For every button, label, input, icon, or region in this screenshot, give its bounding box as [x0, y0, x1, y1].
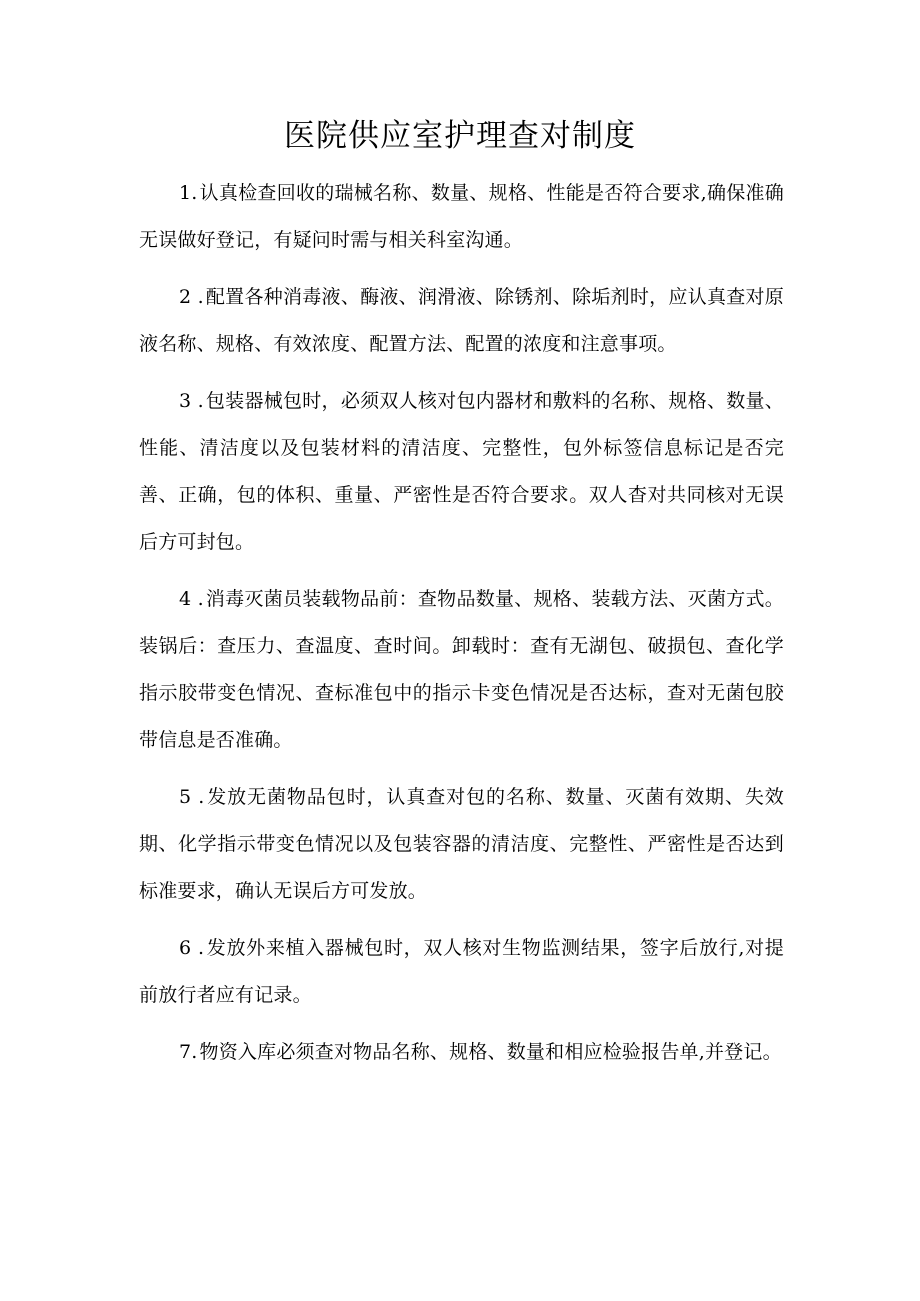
paragraph-number: 4 . — [179, 588, 204, 610]
paragraph-4 — [139, 576, 784, 764]
paragraph-3 — [139, 378, 784, 566]
paragraph-number: 6 . — [179, 937, 205, 959]
paragraph-2 — [139, 274, 784, 368]
paragraph-1 — [139, 170, 784, 264]
paragraph-number: 1. — [179, 182, 198, 204]
paragraph-number: 2 . — [179, 286, 204, 308]
paragraph-text: 发放外来植入器械包时，双人核对生物监测结果，签字后放行,对提前放行者应有记录。 — [139, 937, 784, 1006]
paragraph-5 — [139, 774, 784, 915]
paragraph-7 — [139, 1029, 784, 1076]
paragraph-number: 3 . — [179, 390, 204, 412]
paragraph-number: 7. — [179, 1041, 198, 1063]
paragraph-text: 消毒灭菌员装载物品前：查物品数量、规格、装载方法、灭菌方式。装锅后：查压力、查温度、查时间。卸载时：查有无湖包、破损包、查化学指示胶带变色情况、查标准包中的指示卡变色情况是否达标，查对无菌包胶带信息是否准确。 — [139, 588, 784, 751]
paragraph-6 — [139, 925, 784, 1019]
paragraph-text: 物资入库必须查对物品名称、规格、数量和相应检验报告单,并登记。 — [199, 1041, 782, 1063]
paragraph-text: 配置各种消毒液、酶液、润滑液、除锈剂、除垢剂时，应认真查对原液名称、规格、有效浓度、配置方法、配置的浓度和注意事项。 — [139, 286, 784, 355]
paragraph-number: 5 . — [179, 786, 205, 808]
document-title: 医院供应室护理查对制度 — [284, 118, 636, 154]
document-body — [139, 170, 784, 1086]
paragraph-text: 包装器械包时，必须双人核对包内器材和敷料的名称、规格、数量、性能、清洁度以及包装材料的清洁度、完整性，包外标签信息标记是否完善、正确，包的体积、重量、严密性是否符合要求。双人杳对共同核对无误后方可封包。 — [139, 390, 784, 553]
paragraph-text: 发放无菌物品包时，认真查对包的名称、数量、灭菌有效期、失效期、化学指示带变色情况以及包装容器的清洁度、完整性、严密性是否达到标准要求，确认无误后方可发放。 — [139, 786, 784, 902]
paragraph-text: 认真检查回收的瑞械名称、数量、规格、性能是否符合要求,确保准确无误做好登记，有疑问时需与相关科室沟通。 — [139, 182, 784, 251]
